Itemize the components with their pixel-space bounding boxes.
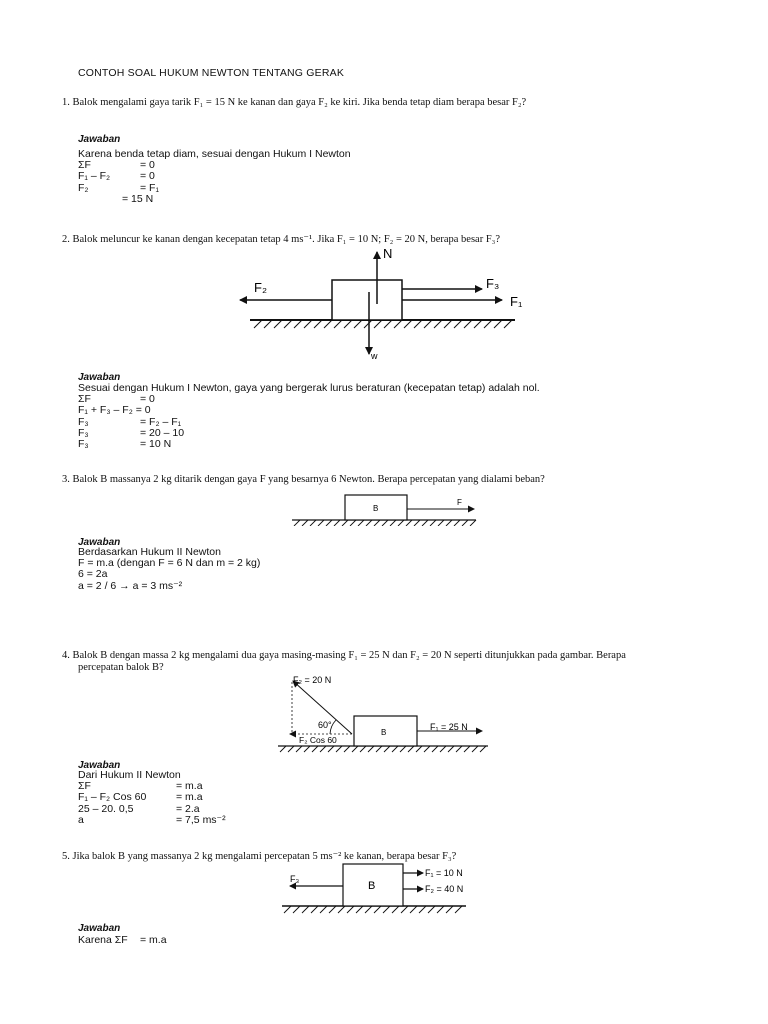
question-4-text-line1: 4. Balok B dengan massa 2 kg mengalami dua gaya masing-masing F₁ = 25 N dan F₂ = 20 N seperti ditunjukkan pada gambar. Berapa	[62, 650, 626, 661]
ground-hatch	[254, 320, 512, 328]
question-2-text: 2. Balok meluncur ke kanan dengan kecepatan tetap 4 ms⁻¹. Jika F₁ = 10 N; F₂ = 20 N, berapa besar F₃?	[62, 234, 500, 245]
answer-2-label: Jawaban	[78, 372, 121, 383]
answer-1-line: F₁ – F₂ = 0	[78, 170, 155, 183]
answer-3-line: 6 = 2a	[78, 568, 108, 581]
answer-1-block	[78, 149, 351, 205]
answer-3-line: F = m.a (dengan F = 6 N dan m = 2 kg)	[78, 557, 261, 570]
answer-4-block	[78, 770, 226, 826]
block-label: B	[368, 880, 376, 892]
answer-3-label: Jawaban	[78, 537, 121, 548]
answer-1-line: = 15 N	[122, 192, 154, 205]
answer-2-line: F₃ = 20 – 10	[78, 426, 185, 439]
f2-label: F₂ = 40 N	[425, 884, 464, 894]
answer-4-line: F₁ – F₂ Cos 60 = m.a	[78, 791, 203, 804]
question-1-text: 1. Balok mengalami gaya tarik F₁ = 15 N ke kanan dan gaya F₂ ke kiri. Jika benda tetap diam berapa besar F₂?	[62, 97, 527, 108]
page-title: CONTOH SOAL HUKUM NEWTON TENTANG GERAK	[78, 67, 345, 79]
f3-label: F₃	[486, 276, 500, 291]
answer-2-line: ΣF = 0	[78, 393, 155, 406]
diagram-3	[290, 490, 490, 526]
f2-cos-label: F₂ Cos 60	[299, 735, 337, 745]
ground-hatch	[294, 520, 476, 526]
normal-force-label: N	[383, 246, 393, 261]
f1-label: F₁ = 25 N	[430, 722, 468, 732]
angle-label: 60°	[318, 720, 332, 730]
answer-4-line: 25 – 20. 0,5 = 2.a	[78, 802, 200, 815]
answer-2-block	[78, 383, 540, 450]
f1-label: F₁ = 10 N	[425, 868, 463, 878]
f3-label: F₃	[290, 874, 300, 884]
answer-4-label: Jawaban	[78, 760, 121, 771]
ground-hatch	[284, 906, 462, 913]
answer-2-line: F₃ = 10 N	[78, 438, 172, 451]
f1-label: F₁	[510, 294, 523, 309]
f2-label: F₂	[254, 280, 267, 295]
f2-label: F₂ = 20 N	[293, 675, 332, 685]
answer-4-line: ΣF = m.a	[78, 780, 203, 793]
answer-1-label: Jawaban	[78, 134, 121, 145]
answer-2-line: F₃ = F₂ – F₁	[78, 415, 182, 428]
answer-2-line: Sesuai dengan Hukum I Newton, gaya yang bergerak lurus beraturan (kecepatan tetap) adalah nol.	[78, 382, 540, 394]
answer-1-line: Karena benda tetap diam, sesuai dengan Hukum I Newton	[78, 148, 351, 160]
answer-3-line: Berdasarkan Hukum II Newton	[78, 546, 221, 558]
diagram-2	[230, 244, 540, 366]
question-5-text: 5. Jika balok B yang massanya 2 kg mengalami percepatan 5 ms⁻² ke kanan, berapa besar F₃?	[62, 851, 457, 862]
block-label: B	[373, 504, 379, 513]
answer-1-line: ΣF = 0	[78, 159, 155, 172]
question-3-text: 3. Balok B massanya 2 kg ditarik dengan gaya F yang besarnya 6 Newton. Berapa percepatan yang dialami beban?	[62, 474, 545, 485]
answer-4-line: a = 7,5 ms⁻²	[78, 813, 226, 826]
force-label: F	[457, 498, 462, 507]
answer-2-line: F₁ + F₃ – F₂ = 0	[78, 404, 151, 417]
weight-label: w	[371, 351, 378, 361]
diagram-4	[276, 670, 490, 762]
diagram-5	[280, 862, 470, 918]
answer-5-label: Jawaban	[78, 923, 121, 934]
answer-1-line: F₂ = F₁	[78, 181, 160, 194]
block	[332, 280, 402, 320]
answer-3-line: a = 2 / 6 → a = 3 ms⁻²	[78, 579, 183, 592]
answer-4-line: Dari Hukum II Newton	[78, 769, 181, 781]
ground-hatch	[280, 746, 486, 752]
question-4-text-line2: percepatan balok B?	[78, 662, 164, 673]
block-label: B	[381, 728, 387, 737]
answer-5-block	[78, 935, 167, 946]
answer-5-line: Karena ΣF = m.a	[78, 934, 167, 946]
answer-3-block	[78, 547, 260, 592]
